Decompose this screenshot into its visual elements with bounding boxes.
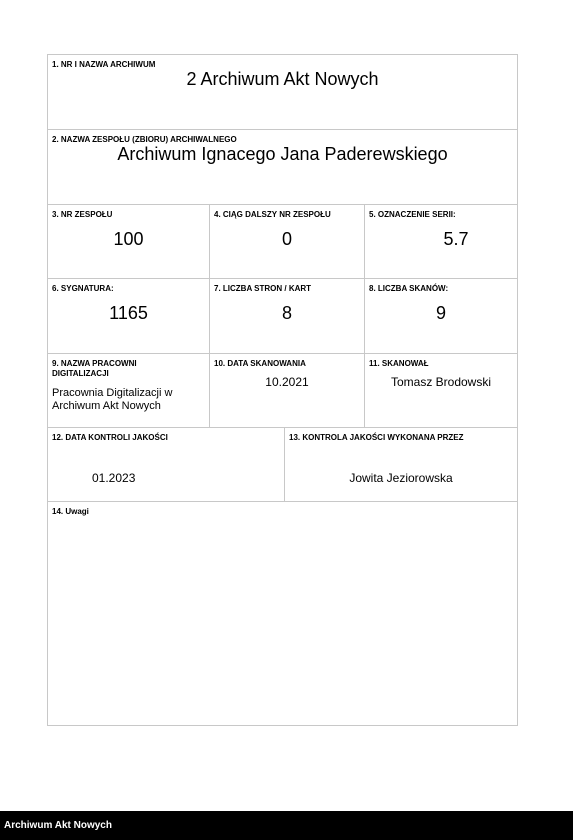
scan-date-cell [209, 354, 364, 427]
archive-row [48, 55, 517, 130]
workshop-cell [48, 354, 209, 427]
scans-value: 9 [435, 303, 446, 323]
notes-label: 14. Uwagi [52, 507, 89, 516]
scanned-by-value: Tomasz Brodowski [390, 375, 492, 389]
fonds-name-cell [48, 130, 517, 204]
pages-value: 8 [281, 303, 292, 323]
fonds-no-value: 100 [113, 229, 144, 249]
scans-label: 8. LICZBA SKANÓW: [369, 284, 449, 293]
fonds-name-value: Archiwum Ignacego Jana Paderewskiego [117, 144, 448, 164]
archive-label: 1. NR I NAZWA ARCHIWUM [52, 60, 156, 69]
pages-cell [209, 279, 364, 353]
qc-date-label: 12. DATA KONTROLI JAKOŚCI [52, 433, 168, 442]
metadata-form [47, 54, 518, 726]
signature-label: 6. SYGNATURA: [52, 284, 114, 293]
scan-date-label: 10. DATA SKANOWANIA [214, 359, 306, 368]
fonds-no-cell [48, 205, 209, 278]
footer-text: Archiwum Akt Nowych [4, 820, 112, 831]
workshop-label-line1: 9. NAZWA PRACOWNI [52, 359, 137, 368]
quality-row [48, 428, 517, 502]
pages-label: 7. LICZBA STRON / KART [214, 284, 312, 293]
fonds-no-label: 3. NR ZESPOŁU [52, 210, 113, 219]
qc-by-cell [284, 428, 517, 501]
notes-cell [48, 502, 517, 725]
fonds-row [48, 205, 517, 279]
fonds-name-label: 2. NAZWA ZESPOŁU (ZBIORU) ARCHIWALNEGO [52, 135, 237, 144]
scanned-by-cell [364, 354, 517, 427]
fonds-cont-cell [209, 205, 364, 278]
qc-by-label: 13. KONTROLA JAKOŚCI WYKONANA PRZEZ [289, 433, 464, 442]
workshop-value [52, 387, 172, 413]
signature-cell [48, 279, 209, 353]
qc-date-cell [48, 428, 284, 501]
notes-row [48, 502, 517, 725]
workshop-value-line2: Archiwum Akt Nowych [52, 400, 161, 412]
archive-value: 2 Archiwum Akt Nowych [186, 69, 379, 89]
fonds-cont-value: 0 [281, 229, 292, 249]
series-value: 5.7 [443, 229, 469, 249]
workshop-label [52, 359, 137, 379]
qc-date-value: 01.2023 [92, 471, 136, 485]
fonds-cont-label: 4. CIĄG DALSZY NR ZESPOŁU [214, 210, 331, 219]
series-cell [364, 205, 517, 278]
scan-date-value: 10.2021 [265, 375, 309, 389]
footer-bar [0, 811, 573, 840]
scanned-by-label: 11. SKANOWAŁ [369, 359, 429, 368]
scan-info-row [48, 354, 517, 428]
qc-by-value: Jowita Jeziorowska [349, 471, 453, 485]
scans-cell [364, 279, 517, 353]
workshop-value-line1: Pracownia Digitalizacji w [52, 387, 173, 399]
workshop-label-line2: DIGITALIZACJI [52, 369, 109, 378]
archive-cell [48, 55, 517, 129]
fonds-name-row [48, 130, 517, 205]
signature-row [48, 279, 517, 354]
series-label: 5. OZNACZENIE SERII: [369, 210, 456, 219]
signature-value: 1165 [109, 303, 148, 323]
